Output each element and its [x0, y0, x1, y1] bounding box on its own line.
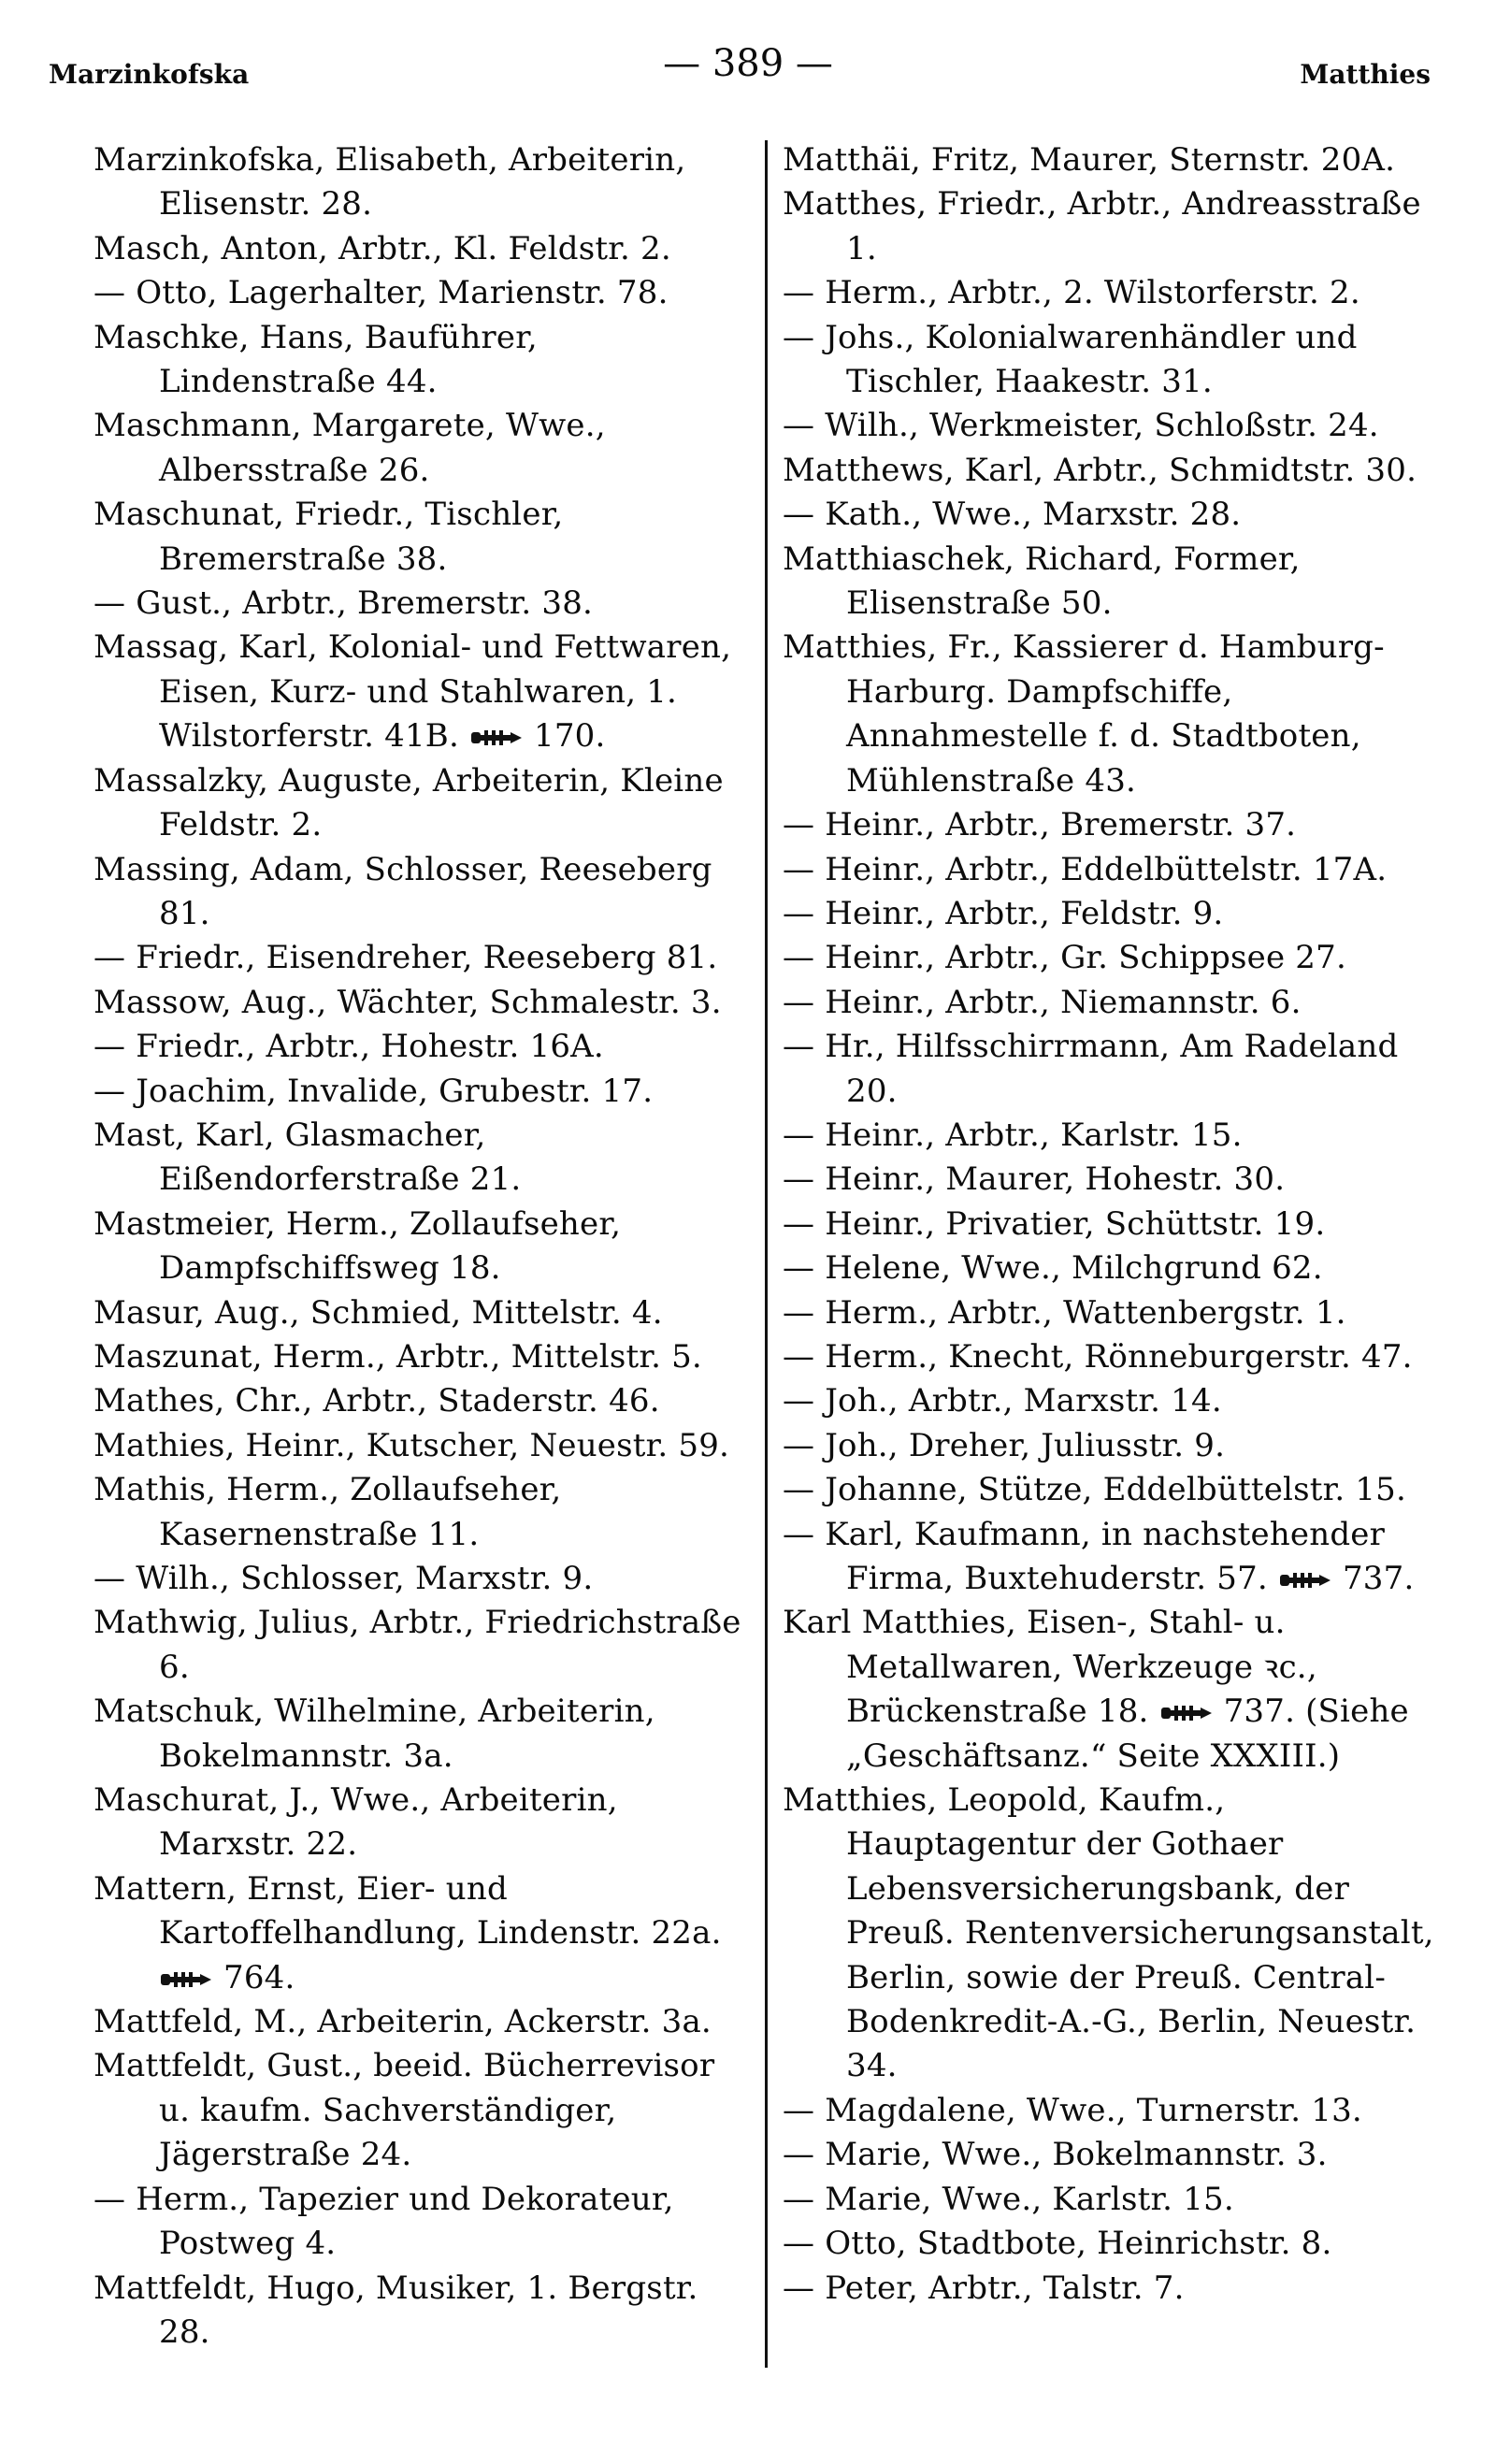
entry-text: Masch, Anton, Arbtr., Kl. Feldstr. 2. — [94, 229, 671, 267]
entry-text: Marzinkofska, Elisabeth, Arbeiterin, Elisenstr. 28. — [94, 141, 686, 223]
directory-entry — [783, 1246, 1446, 1290]
entry-text: — Herm., Arbtr., Wattenbergstr. 1. — [783, 1293, 1346, 1332]
entry-text: — Wilh., Schlosser, Marxstr. 9. — [94, 1560, 594, 1597]
column-divider — [765, 140, 768, 2368]
directory-entry — [94, 1690, 748, 1779]
directory-entry — [94, 2044, 748, 2177]
entry-text: Maschke, Hans, Bauführer, Lindenstraße 44. — [94, 318, 538, 401]
directory-entry — [783, 538, 1446, 627]
directory-entry — [783, 1779, 1446, 2089]
entry-text: — Heinr., Privatier, Schüttstr. 19. — [783, 1204, 1326, 1243]
directory-entry — [783, 2178, 1446, 2222]
directory-entry — [783, 404, 1446, 448]
entry-text: Mattern, Ernst, Eier- und Kartoffelhandlung, Lindenstr. 22a. — [94, 1869, 722, 1952]
directory-entry — [783, 316, 1446, 405]
directory-entry — [94, 493, 748, 582]
directory-entry — [94, 316, 748, 405]
directory-entry — [94, 404, 748, 493]
directory-entry — [94, 626, 748, 758]
entry-text: — Herm., Tapezier und Dekorateur, Postweg 4. — [94, 2180, 674, 2263]
entry-note: (Siehe „Geschäftsanz.“ Seite XXXIII.) — [846, 1693, 1409, 1775]
directory-entry — [94, 759, 748, 848]
entry-text: Mathes, Chr., Arbtr., Staderstr. 46. — [94, 1382, 660, 1420]
entry-text: — Joachim, Invalide, Grubestr. 17. — [94, 1072, 654, 1110]
directory-entry — [783, 271, 1446, 315]
directory-entry — [783, 2133, 1446, 2177]
directory-entry — [94, 2178, 748, 2267]
entry-text: — Heinr., Maurer, Hohestr. 30. — [783, 1160, 1286, 1199]
phone-number: 764. — [213, 1958, 295, 1996]
entry-text: — Heinr., Arbtr., Eddelbüttelstr. 17A. — [783, 850, 1388, 888]
directory-entry — [783, 1379, 1446, 1423]
directory-entry — [94, 1468, 748, 1557]
entry-text: Maszunat, Herm., Arbtr., Mittelstr. 5. — [94, 1337, 702, 1376]
page-number: — 389 — — [663, 42, 833, 85]
directory-entry — [783, 2222, 1446, 2266]
running-head-left: Marzinkofska — [49, 59, 250, 90]
directory-entry — [94, 1291, 748, 1335]
entry-text: Matthes, Friedr., Arbtr., Andreasstraße 1. — [783, 185, 1421, 267]
entry-text: Matthies, Leopold, Kaufm., Hauptagentur der Gothaer Lebensversicherungsbank, der Preuß. Rentenversicherungsanstalt, Berlin, sowie der Preuß. Central-Bodenkredit-A.-G., Berlin, Neuestr. 34. — [783, 1781, 1434, 2085]
entry-text: Maschurat, J., Wwe., Arbeiterin, Marxstr. 22. — [94, 1781, 618, 1864]
directory-entry — [94, 271, 748, 315]
directory-entry — [783, 626, 1446, 803]
entry-text: Massalzky, Auguste, Arbeiterin, Kleine Feldstr. 2. — [94, 761, 724, 844]
phone-number: 737. — [1213, 1693, 1296, 1731]
directory-entry — [94, 1779, 748, 1867]
entry-text: Maschmann, Margarete, Wwe., Albersstraße 26. — [94, 407, 606, 489]
entry-text: Massow, Aug., Wächter, Schmalestr. 3. — [94, 983, 722, 1021]
entry-text: — Magdalene, Wwe., Turnerstr. 13. — [783, 2091, 1362, 2129]
telephone-icon — [469, 727, 524, 749]
directory-entry — [94, 1025, 748, 1069]
directory-entry — [783, 493, 1446, 537]
entry-text: — Wilh., Werkmeister, Schloßstr. 24. — [783, 407, 1379, 445]
directory-entry — [783, 1203, 1446, 1246]
entry-text: Masur, Aug., Schmied, Mittelstr. 4. — [94, 1293, 663, 1332]
directory-entry — [94, 1203, 748, 1291]
entry-text: — Heinr., Arbtr., Niemannstr. 6. — [783, 983, 1302, 1021]
entry-text: — Joh., Dreher, Juliusstr. 9. — [783, 1426, 1226, 1464]
entry-text: — Joh., Arbtr., Marxstr. 14. — [783, 1382, 1222, 1420]
directory-entry — [783, 848, 1446, 892]
directory-entry — [783, 138, 1446, 182]
entry-text: — Marie, Wwe., Bokelmannstr. 3. — [783, 2136, 1328, 2174]
directory-entry — [94, 2267, 748, 2356]
directory-entry — [783, 1513, 1446, 1602]
right-column — [783, 138, 1446, 2311]
directory-entry — [94, 848, 748, 937]
entry-text: — Johanne, Stütze, Eddelbüttelstr. 15. — [783, 1471, 1407, 1509]
directory-entry — [783, 2267, 1446, 2311]
entry-text: — Otto, Stadtbote, Heinrichstr. 8. — [783, 2225, 1332, 2263]
left-column — [94, 138, 748, 2355]
directory-entry — [94, 936, 748, 980]
running-head-right: Matthies — [1300, 59, 1431, 90]
directory-entry — [783, 1424, 1446, 1468]
entry-text: — Friedr., Eisendreher, Reeseberg 81. — [94, 939, 718, 977]
directory-entry — [783, 892, 1446, 936]
entry-text: Maschunat, Friedr., Tischler, Bremerstraße 38. — [94, 496, 564, 578]
directory-entry — [94, 1335, 748, 1379]
entry-text: Mathwig, Julius, Arbtr., Friedrichstraße 6. — [94, 1604, 741, 1686]
entry-text: Massing, Adam, Schlosser, Reeseberg 81. — [94, 850, 712, 932]
directory-entry — [783, 182, 1446, 271]
entry-text: Karl Matthies, Eisen-, Stahl- u. Metallwaren, Werkzeuge ꝛc., Brückenstraße 18. — [783, 1604, 1317, 1731]
directory-entry — [94, 1070, 748, 1114]
entry-text: — Heinr., Arbtr., Karlstr. 15. — [783, 1116, 1243, 1154]
directory-entry — [783, 981, 1446, 1025]
entry-text: Matthäi, Fritz, Maurer, Sternstr. 20A. — [783, 141, 1396, 179]
directory-entry — [783, 936, 1446, 980]
entry-text: Mastmeier, Herm., Zollaufseher, Dampfschiffsweg 18. — [94, 1204, 622, 1288]
entry-text: — Friedr., Arbtr., Hohestr. 16A. — [94, 1028, 604, 1066]
directory-entry — [783, 803, 1446, 847]
telephone-icon — [159, 1968, 213, 1991]
directory-entry — [94, 1557, 748, 1601]
directory-entry — [94, 138, 748, 227]
entry-text: — Herm., Arbtr., 2. Wilstorferstr. 2. — [783, 274, 1360, 312]
directory-entry — [94, 2000, 748, 2044]
entry-text: Mattfeldt, Gust., beeid. Bücherrevisor u. kaufm. Sachverständiger, Jägerstraße 24. — [94, 2047, 715, 2174]
directory-entry — [94, 1867, 748, 2000]
entry-text: — Herm., Knecht, Rönneburgerstr. 47. — [783, 1337, 1413, 1376]
entry-text: — Heinr., Arbtr., Gr. Schippsee 27. — [783, 939, 1346, 977]
directory-entry — [94, 981, 748, 1025]
entry-text: — Gust., Arbtr., Bremerstr. 38. — [94, 584, 594, 623]
entry-text: Mattfeld, M., Arbeiterin, Ackerstr. 3a. — [94, 2003, 712, 2041]
directory-entry — [783, 449, 1446, 493]
entry-text: — Heinr., Arbtr., Bremerstr. 37. — [783, 806, 1297, 844]
entry-text: Mathies, Heinr., Kutscher, Neuestr. 59. — [94, 1426, 730, 1464]
directory-entry — [783, 2089, 1446, 2133]
entry-text: Mattfeldt, Hugo, Musiker, 1. Bergstr. 28. — [94, 2269, 698, 2351]
phone-number: 737. — [1331, 1560, 1415, 1597]
directory-entry — [783, 1158, 1446, 1202]
entry-text: Mast, Karl, Glasmacher, Eißendorferstraße 21. — [94, 1116, 522, 1199]
directory-entry — [783, 1114, 1446, 1158]
entry-text: Matschuk, Wilhelmine, Arbeiterin, Bokelmannstr. 3a. — [94, 1693, 655, 1775]
directory-entry — [94, 1601, 748, 1690]
directory-entry — [94, 227, 748, 271]
directory-entry — [783, 1601, 1446, 1779]
entry-text: — Peter, Arbtr., Talstr. 7. — [783, 2269, 1185, 2307]
entry-text: — Johs., Kolonialwarenhändler und Tischler, Haakestr. 31. — [783, 318, 1358, 401]
directory-entry — [94, 582, 748, 626]
entry-text: — Heinr., Arbtr., Feldstr. 9. — [783, 894, 1224, 932]
entry-text: Matthiaschek, Richard, Former, Elisenstraße 50. — [783, 540, 1301, 623]
directory-entry — [783, 1335, 1446, 1379]
entry-text: — Marie, Wwe., Karlstr. 15. — [783, 2180, 1234, 2218]
directory-entry — [94, 1114, 748, 1203]
entry-text: Matthews, Karl, Arbtr., Schmidtstr. 30. — [783, 451, 1417, 489]
entry-text: Mathis, Herm., Zollaufseher, Kasernenstraße 11. — [94, 1471, 562, 1553]
directory-entry — [94, 1379, 748, 1423]
directory-entry — [783, 1468, 1446, 1512]
entry-text: — Helene, Wwe., Milchgrund 62. — [783, 1249, 1323, 1288]
entry-text: Matthies, Fr., Kassierer d. Hamburg-Harburg. Dampfschiffe, Annahmestelle f. d. Stadtboten, Mühlenstraße 43. — [783, 628, 1385, 800]
page-header — [0, 42, 1496, 98]
directory-entry — [94, 1424, 748, 1468]
entry-text: — Kath., Wwe., Marxstr. 28. — [783, 496, 1242, 534]
entry-text: Massag, Karl, Kolonial- und Fettwaren, Eisen, Kurz- und Stahlwaren, 1. Wilstorferstr. 41B. — [94, 628, 732, 756]
telephone-icon — [1159, 1702, 1214, 1724]
entry-text: — Otto, Lagerhalter, Marienstr. 78. — [94, 274, 669, 312]
directory-entry — [783, 1025, 1446, 1114]
phone-number: 170. — [524, 717, 606, 756]
telephone-icon — [1278, 1569, 1332, 1592]
directory-entry — [783, 1291, 1446, 1335]
entry-text: — Karl, Kaufmann, in nachstehender Firma, Buxtehuderstr. 57. — [783, 1515, 1386, 1597]
entry-text: — Hr., Hilfsschirrmann, Am Radeland 20. — [783, 1028, 1399, 1110]
